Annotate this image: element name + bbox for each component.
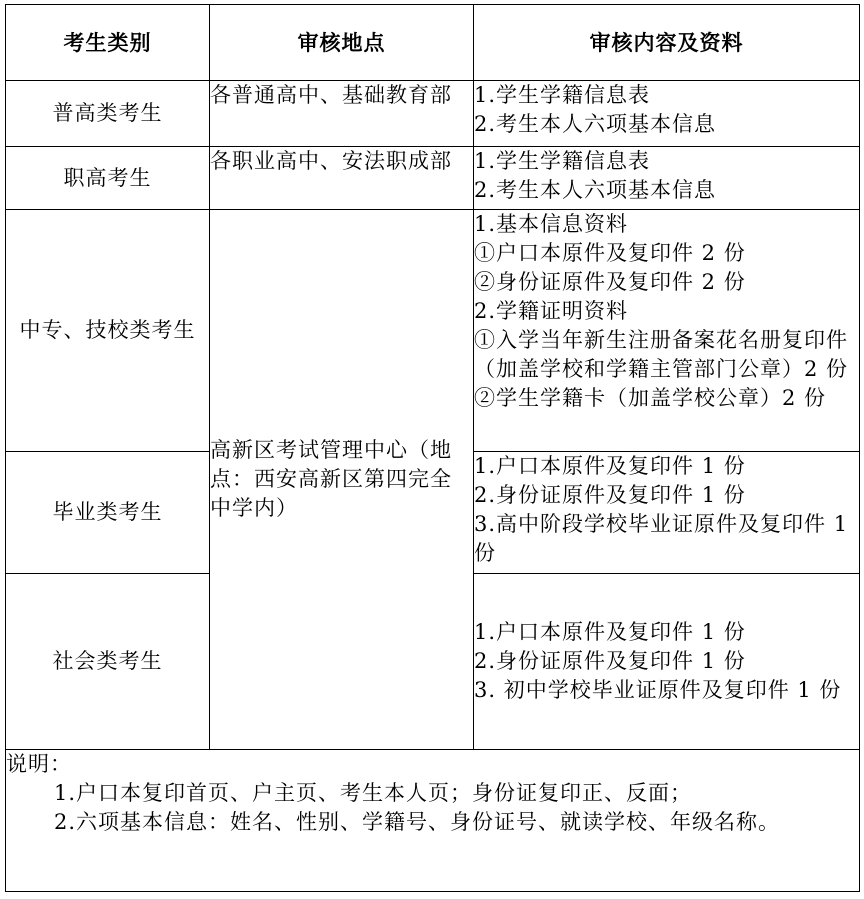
content-line: 2.身份证原件及复印件 1 份 [474,483,746,507]
content-cell [474,574,860,750]
category-cell: 普高类考生 [6,81,210,147]
location-cell: 各普通高中、基础教育部 [210,81,474,147]
content-line: 2.学籍证明资料 [474,299,629,323]
note-row [6,750,860,892]
content-line: ①户口本原件及复印件 2 份 [474,241,746,265]
content-line: 1.基本信息资料 [474,212,629,236]
content-line: 2.身份证原件及复印件 1 份 [474,649,746,673]
header-row [6,5,860,81]
content-line: 1.学生学籍信息表 [474,149,651,173]
content-line: 1.户口本原件及复印件 1 份 [474,620,746,644]
note-item: 1.户口本复印首页、户主页、考生本人页；身份证复印正、反面； [54,781,693,805]
note-cell [6,750,860,892]
table-row [6,81,860,147]
content-line: ①入学当年新生注册备案花名册复印件（加盖学校和学籍主管部门公章）2 份②学生学籍卡（加盖学校公章）2 份 [474,328,849,410]
content-line: 2.考生本人六项基本信息 [474,178,717,202]
table-row [6,147,860,210]
review-table [5,4,860,892]
content-line: 1.户口本原件及复印件 1 份 [474,454,746,478]
note-item: 2.六项基本信息：姓名、性别、学籍号、身份证号、就读学校、年级名称。 [54,810,781,834]
content-line: 3.高中阶段学校毕业证原件及复印件 1 份 [474,512,849,565]
content-cell [474,210,860,452]
note-title: 说明： [6,752,72,776]
content-line: 3. 初中学校毕业证原件及复印件 1 份 [474,678,842,702]
header-content: 审核内容及资料 [474,5,860,81]
category-cell: 中专、技校类考生 [6,210,210,452]
table-row [6,210,860,452]
content-line: 2.考生本人六项基本信息 [474,112,717,136]
content-cell [474,81,860,147]
header-category: 考生类别 [6,5,210,81]
content-cell [474,452,860,574]
category-cell: 社会类考生 [6,574,210,750]
header-location: 审核地点 [210,5,474,81]
content-line: 1.学生学籍信息表 [474,83,651,107]
content-cell [474,147,860,210]
content-line: ②身份证原件及复印件 2 份 [474,270,746,294]
category-cell: 职高考生 [6,147,210,210]
location-cell: 各职业高中、安法职成部 [210,147,474,210]
shared-location-cell: 高新区考试管理中心（地点：西安高新区第四完全中学内） [210,210,474,750]
category-cell: 毕业类考生 [6,452,210,574]
